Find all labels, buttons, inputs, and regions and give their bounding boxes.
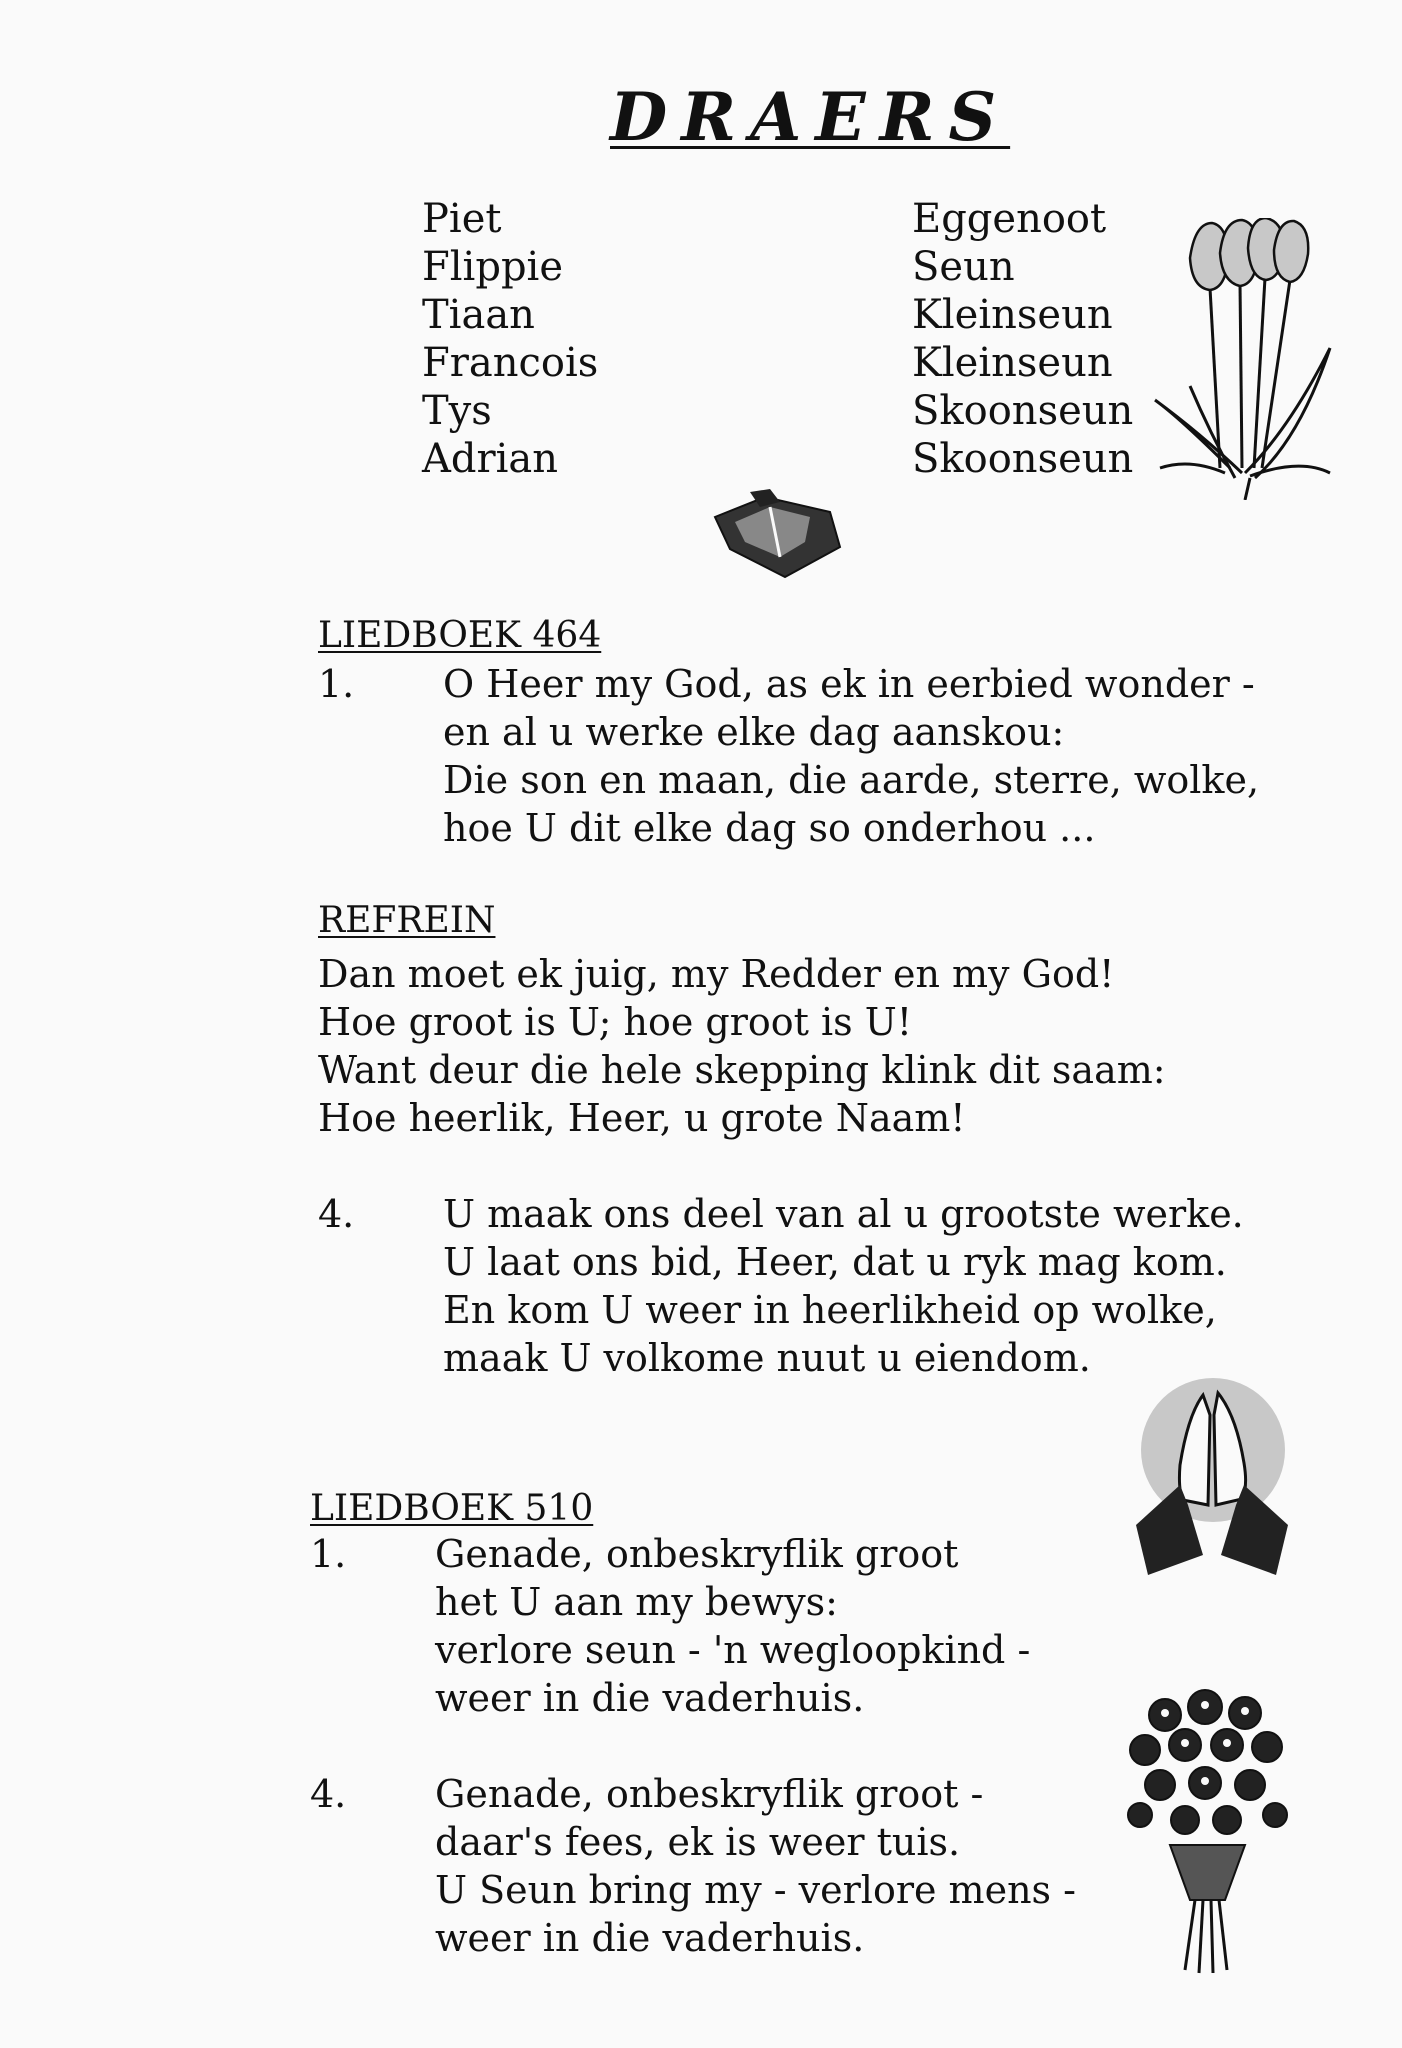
bearer-name: Tys	[422, 388, 492, 434]
bearer-name: Francois	[422, 340, 599, 386]
rose-bouquet-icon	[1115, 1685, 1300, 1975]
bearer-relation: Eggenoot	[912, 196, 1107, 242]
verse-line: En kom U weer in heerlikheid op wolke,	[443, 1288, 1217, 1332]
bearer-relations	[912, 195, 1133, 483]
refrain-line: Want deur die hele skepping klink dit saam:	[318, 1048, 1166, 1092]
bearer-relation: Seun	[912, 244, 1015, 290]
verse-line: weer in die vaderhuis.	[435, 1916, 865, 1960]
verse-line: en al u werke elke dag aanskou:	[443, 710, 1065, 754]
refrain-line: Dan moet ek juig, my Redder en my God!	[318, 952, 1115, 996]
bearer-relation: Kleinseun	[912, 340, 1113, 386]
verse-line: verlore seun - 'n wegloopkind -	[435, 1628, 1031, 1672]
verse-number: 4.	[318, 1192, 355, 1236]
verse-number: 4.	[310, 1772, 347, 1816]
bearer-relation: Skoonseun	[912, 436, 1134, 482]
verse-line: U maak ons deel van al u grootste werke.	[443, 1192, 1244, 1236]
verse-line: Genade, onbeskryflik groot	[435, 1532, 959, 1576]
refrain-line: Hoe heerlik, Heer, u grote Naam!	[318, 1096, 966, 1140]
praying-hands-icon	[1118, 1375, 1298, 1585]
refrain-text	[318, 950, 1166, 1142]
verse-line: weer in die vaderhuis.	[435, 1676, 865, 1720]
verse-number: 1.	[318, 662, 355, 706]
bearer-name: Adrian	[422, 436, 559, 482]
bearer-relation: Kleinseun	[912, 292, 1113, 338]
verse-line: U laat ons bid, Heer, dat u ryk mag kom.	[443, 1240, 1227, 1284]
verse-number: 1.	[310, 1532, 347, 1576]
bible-icon	[710, 487, 845, 582]
page-title: DRAERS	[610, 78, 1011, 156]
verse-line: hoe U dit elke dag so onderhou ...	[443, 806, 1096, 850]
bearer-name: Piet	[422, 196, 502, 242]
hymn-464-verse-4	[318, 1190, 1318, 1390]
verse-line: Genade, onbeskryflik groot -	[435, 1772, 984, 1816]
refrain-heading: REFREIN	[318, 900, 496, 941]
tulips-icon	[1150, 218, 1340, 500]
bearer-relation: Skoonseun	[912, 388, 1134, 434]
hymn-510-verse-1	[310, 1530, 1110, 1730]
verse-line: U Seun bring my - verlore mens -	[435, 1868, 1076, 1912]
hymn-510-verse-4	[310, 1770, 1110, 1970]
verse-line: maak U volkome nuut u eiendom.	[443, 1336, 1091, 1380]
bearer-name: Tiaan	[422, 292, 535, 338]
hymn-heading-510: LIEDBOEK 510	[310, 1488, 594, 1529]
bearer-names	[422, 195, 598, 483]
hymn-464-verse-1	[318, 660, 1318, 860]
verse-line: O Heer my God, as ek in eerbied wonder -	[443, 662, 1255, 706]
bearer-name: Flippie	[422, 244, 564, 290]
refrain-line: Hoe groot is U; hoe groot is U!	[318, 1000, 913, 1044]
verse-line: Die son en maan, die aarde, sterre, wolke,	[443, 758, 1260, 802]
verse-line: daar's fees, ek is weer tuis.	[435, 1820, 961, 1864]
verse-line: het U aan my bewys:	[435, 1580, 838, 1624]
hymn-heading-464: LIEDBOEK 464	[318, 615, 602, 656]
